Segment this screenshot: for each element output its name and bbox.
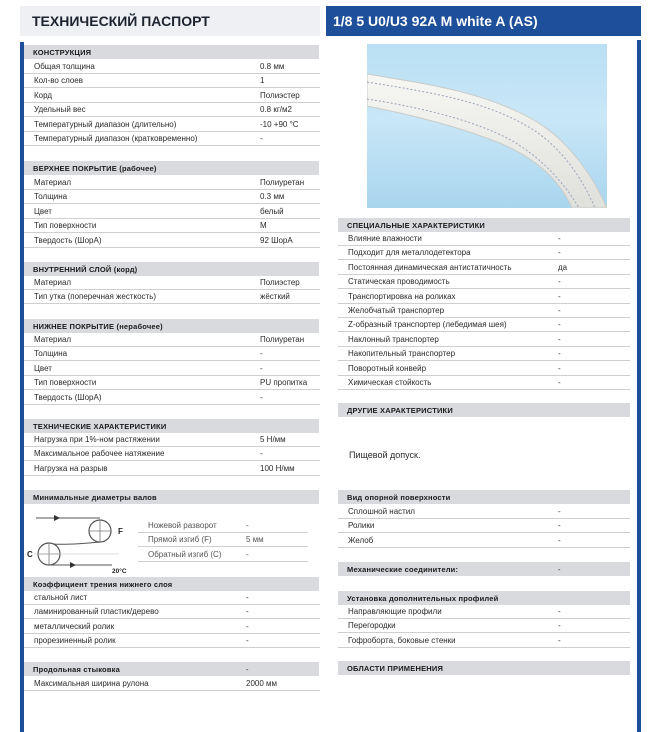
table-row bbox=[24, 391, 320, 405]
table-row bbox=[24, 276, 320, 290]
row-label: Толщина bbox=[34, 192, 68, 202]
row-label: Материал bbox=[34, 278, 72, 287]
table-row bbox=[24, 205, 320, 219]
row-value: - bbox=[558, 521, 561, 531]
section-special: СПЕЦИАЛЬНЫЕ ХАРАКТЕРИСТИКИ bbox=[338, 218, 630, 232]
table-row bbox=[338, 605, 630, 619]
table-row bbox=[24, 677, 320, 691]
table-row bbox=[338, 232, 630, 246]
row-label: Общая толщина bbox=[34, 62, 95, 71]
row-value: - bbox=[558, 234, 561, 243]
row-value: -10 +90 °C bbox=[260, 119, 299, 129]
mech-title: Механические соединители: bbox=[347, 565, 459, 574]
passport-title: ТЕХНИЧЕСКИЙ ПАСПОРТ bbox=[32, 13, 210, 29]
diagram-temperature: 20°C bbox=[112, 568, 127, 575]
row-value: Полиуретан bbox=[260, 178, 305, 187]
row-label: Транспортировка на роликах bbox=[348, 291, 456, 301]
table-row bbox=[24, 347, 320, 361]
row-label: Тип утка (поперечная жесткость) bbox=[34, 292, 157, 302]
diagram-label-c: C bbox=[27, 550, 33, 559]
row-label: Желобчатый транспортер bbox=[348, 306, 445, 315]
row-value: да bbox=[558, 262, 568, 272]
row-label: Материал bbox=[34, 178, 72, 187]
table-row bbox=[338, 534, 630, 548]
table-row bbox=[338, 318, 630, 332]
row-label: Желоб bbox=[348, 535, 374, 545]
row-value: 1 bbox=[260, 76, 265, 86]
section-friction: Коэффициент трения нижнего слоя bbox=[24, 577, 319, 591]
table-row bbox=[24, 103, 320, 117]
table-row bbox=[24, 333, 320, 347]
row-value: 0.8 мм bbox=[260, 62, 285, 71]
row-label: ламинированный пластик/дерево bbox=[34, 607, 159, 617]
table-row bbox=[24, 89, 320, 103]
table-row bbox=[24, 176, 320, 190]
section-other: ДРУГИЕ ХАРАКТЕРИСТИКИ bbox=[338, 403, 630, 417]
section-min-diameters: Минимальные диаметры валов bbox=[24, 490, 319, 504]
row-value: - bbox=[558, 363, 561, 373]
product-code-bar bbox=[326, 6, 641, 36]
row-label: Кол-во слоев bbox=[34, 76, 84, 86]
row-value: 0.3 мм bbox=[260, 192, 285, 202]
row-value: 5 мм bbox=[246, 535, 264, 545]
row-value: - bbox=[558, 607, 561, 616]
row-value: - bbox=[260, 392, 263, 402]
row-label: Наклонный транспортер bbox=[348, 334, 439, 344]
table-row bbox=[338, 505, 630, 519]
row-label: Корд bbox=[34, 90, 53, 100]
row-label: Нагрузка при 1%-ном растяжении bbox=[34, 435, 160, 444]
table-row bbox=[338, 290, 630, 304]
table-row bbox=[24, 634, 320, 648]
passport-title-bar bbox=[20, 6, 320, 36]
row-label: Твердость (ШорА) bbox=[34, 235, 102, 245]
table-row bbox=[338, 376, 630, 390]
table-row bbox=[338, 519, 630, 533]
row-label: Тип поверхности bbox=[34, 221, 97, 231]
table-row bbox=[24, 462, 320, 476]
row-value: PU пропитка bbox=[260, 378, 308, 388]
table-row bbox=[24, 376, 320, 390]
row-label: прорезиненный ролик bbox=[34, 636, 116, 646]
row-label: Удельный вес bbox=[34, 105, 86, 115]
table-row bbox=[338, 275, 630, 289]
row-label: Статическая проводимость bbox=[348, 277, 450, 287]
table-row bbox=[338, 634, 630, 648]
table-row bbox=[338, 304, 630, 318]
row-label: Прямой изгиб (F) bbox=[148, 535, 212, 545]
row-value: Полиуретан bbox=[260, 335, 305, 344]
row-label: стальной лист bbox=[34, 593, 88, 602]
row-label: Температурный диапазон (кратковременно) bbox=[34, 134, 198, 143]
pulley-bending-diagram bbox=[24, 506, 134, 576]
section-support: Вид опорной поверхности bbox=[338, 490, 630, 504]
row-value: - bbox=[558, 291, 561, 301]
row-label: Перегородки bbox=[348, 621, 396, 631]
table-row bbox=[24, 620, 320, 634]
row-label: Цвет bbox=[34, 206, 52, 216]
table-row bbox=[24, 290, 320, 304]
table-row bbox=[24, 132, 320, 146]
row-label: Материал bbox=[34, 335, 72, 344]
row-value: - bbox=[246, 636, 249, 646]
table-row bbox=[338, 261, 630, 275]
section-construction: КОНСТРУКЦИЯ bbox=[24, 45, 319, 59]
row-value: - bbox=[246, 521, 249, 530]
table-row bbox=[24, 605, 320, 619]
row-value: M bbox=[260, 221, 267, 231]
row-value: - bbox=[246, 607, 249, 617]
row-value: 2000 мм bbox=[246, 679, 278, 688]
row-label: Z-образный транспортер (лебедимая шея) bbox=[348, 320, 507, 330]
row-value: 5 Н/мм bbox=[260, 435, 286, 444]
table-row bbox=[24, 447, 320, 461]
row-label: Твердость (ШорА) bbox=[34, 392, 102, 402]
belt-photo bbox=[367, 44, 607, 208]
section-mech bbox=[338, 562, 630, 576]
row-label: Цвет bbox=[34, 363, 52, 373]
row-label: Влияние влажности bbox=[348, 234, 422, 243]
row-value: - bbox=[246, 593, 249, 602]
row-label: Нагрузка на разрыв bbox=[34, 463, 108, 473]
table-row bbox=[338, 333, 630, 347]
row-label: Накопительный транспортер bbox=[348, 349, 456, 359]
row-value: 100 Н/мм bbox=[260, 463, 295, 473]
row-label: Постоянная динамическая антистатичность bbox=[348, 262, 512, 272]
table-row bbox=[24, 190, 320, 204]
mech-value: - bbox=[558, 565, 561, 574]
row-value: - bbox=[558, 334, 561, 344]
section-applications: ОБЛАСТИ ПРИМЕНЕНИЯ bbox=[338, 661, 630, 675]
row-label: Поворотный конвейр bbox=[348, 363, 427, 373]
row-value: - bbox=[558, 621, 561, 631]
other-text: Пищевой допуск. bbox=[349, 450, 421, 460]
table-row bbox=[24, 74, 320, 88]
row-value: - bbox=[260, 363, 263, 373]
section-top-cover: ВЕРХНЕЕ ПОКРЫТИЕ (рабочее) bbox=[24, 161, 319, 175]
row-value: - bbox=[558, 507, 561, 516]
product-code: 1/8 5 U0/U3 92A M white A (AS) bbox=[333, 13, 538, 29]
row-value: - bbox=[246, 621, 249, 631]
section-tech: ТЕХНИЧЕСКИЕ ХАРАКТЕРИСТИКИ bbox=[24, 419, 319, 433]
row-value: - bbox=[558, 349, 561, 359]
row-label: Максимальная ширина рулона bbox=[34, 679, 149, 688]
right-accent-bar bbox=[637, 40, 641, 732]
row-value: - bbox=[558, 248, 561, 258]
row-label: Толщина bbox=[34, 349, 68, 359]
row-value: - bbox=[558, 535, 561, 545]
section-extras: Установка дополнительных профилей bbox=[338, 591, 630, 605]
row-label: Сплошной настил bbox=[348, 507, 415, 516]
table-row bbox=[24, 60, 320, 74]
row-value: - bbox=[260, 449, 263, 459]
table-row bbox=[24, 234, 320, 248]
row-label: Направляющие профили bbox=[348, 607, 442, 616]
diagram-label-f: F bbox=[118, 527, 123, 536]
table-row bbox=[24, 591, 320, 605]
row-value: 92 ШорА bbox=[260, 235, 293, 245]
section-splice bbox=[24, 662, 319, 676]
row-value: - bbox=[558, 306, 561, 315]
row-label: Химическая стойкость bbox=[348, 378, 432, 387]
table-row bbox=[338, 619, 630, 633]
row-value: Полиэстер bbox=[260, 278, 300, 287]
table-row bbox=[138, 519, 308, 533]
row-label: Ролики bbox=[348, 521, 375, 531]
row-value: - bbox=[558, 277, 561, 287]
row-label: Обратный изгиб (C) bbox=[148, 549, 222, 559]
row-label: Гофроборта, боковые стенки bbox=[348, 635, 456, 645]
row-value: - bbox=[246, 549, 249, 559]
table-row bbox=[24, 118, 320, 132]
table-row bbox=[24, 433, 320, 447]
table-row bbox=[338, 362, 630, 376]
table-row bbox=[338, 347, 630, 361]
section-bottom-cover: НИЖНЕЕ ПОКРЫТИЕ (нерабочее) bbox=[24, 319, 319, 333]
row-label: металлический ролик bbox=[34, 621, 115, 631]
row-label: Максимальное рабочее натяжение bbox=[34, 449, 165, 459]
row-label: Тип поверхности bbox=[34, 378, 97, 388]
table-row bbox=[24, 219, 320, 233]
row-value: 0.8 кг/м2 bbox=[260, 105, 292, 115]
row-label: Температурный диапазон (длительно) bbox=[34, 119, 177, 129]
row-label: Ножевой разворот bbox=[148, 521, 217, 530]
table-row bbox=[138, 548, 308, 562]
row-value: Полиэстер bbox=[260, 90, 300, 100]
row-value: - bbox=[558, 378, 561, 387]
row-label: Подходит для металлодетектора bbox=[348, 248, 471, 258]
row-value: - bbox=[260, 134, 263, 143]
arrow-head-icon bbox=[54, 515, 60, 521]
row-value: - bbox=[260, 349, 263, 359]
table-row bbox=[338, 246, 630, 260]
row-value: - bbox=[558, 320, 561, 330]
row-value: белый bbox=[260, 206, 284, 216]
row-value: - bbox=[558, 635, 561, 645]
row-value: жёсткий bbox=[260, 292, 290, 302]
table-row bbox=[24, 362, 320, 376]
section-inner-layer: ВНУТРЕННИЙ СЛОЙ (корд) bbox=[24, 262, 319, 276]
table-row bbox=[138, 533, 308, 547]
splice-value: - bbox=[246, 665, 249, 674]
splice-title: Продольная стыковка bbox=[33, 665, 120, 674]
